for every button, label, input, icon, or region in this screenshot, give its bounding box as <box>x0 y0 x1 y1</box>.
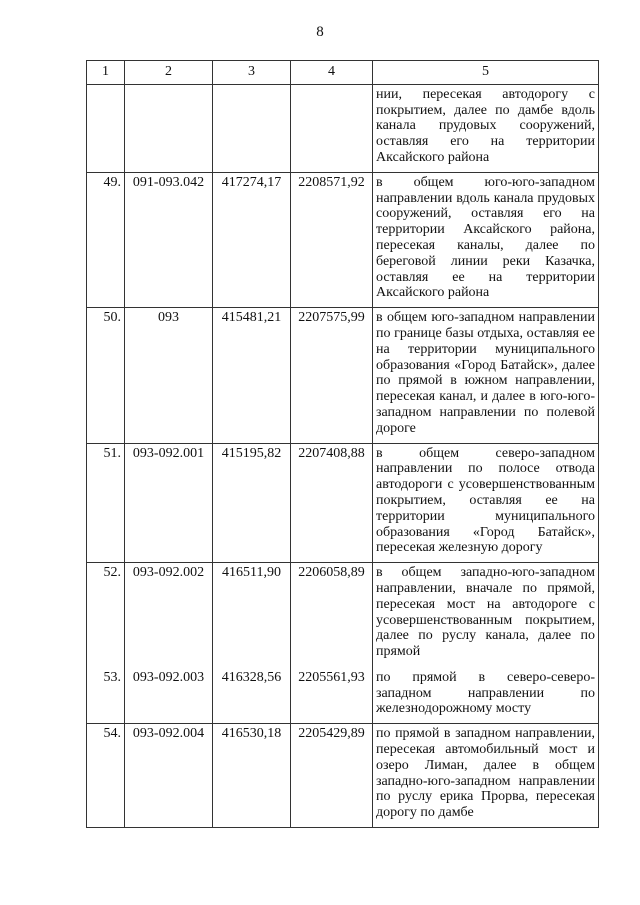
coord-y: 2205429,89 <box>291 724 373 828</box>
point-code: 093 <box>125 308 213 443</box>
coord-y: 2205561,93 <box>291 668 373 724</box>
table-row <box>87 172 599 307</box>
boundary-table <box>86 60 599 828</box>
point-code: 093-092.001 <box>125 443 213 563</box>
row-number: 51. <box>87 443 125 563</box>
table-row <box>87 668 599 724</box>
coord-x: 416511,90 <box>213 563 291 668</box>
point-code: 093-092.004 <box>125 724 213 828</box>
point-code: 093-092.003 <box>125 668 213 724</box>
header-row <box>87 61 599 85</box>
header-col-3: 3 <box>213 61 291 85</box>
coord-x: 416530,18 <box>213 724 291 828</box>
route-description: по прямой в северо-северо-западном направлении по железнодорожному мосту <box>373 668 599 724</box>
header-col-5: 5 <box>373 61 599 85</box>
coord-x <box>213 84 291 172</box>
coord-y: 2206058,89 <box>291 563 373 668</box>
coord-y: 2208571,92 <box>291 172 373 307</box>
header-col-2: 2 <box>125 61 213 85</box>
point-code <box>125 84 213 172</box>
table-row <box>87 84 599 172</box>
route-description: в общем юго-юго-западном направлении вдоль канала прудовых сооружений, оставляя его на территории Аксайского района, пересекая каналы, далее по береговой линии реки Казачка, оставляя ее на территории Аксайского района <box>373 172 599 307</box>
table-row <box>87 308 599 443</box>
route-description: в общем северо-западном направлении по полосе отвода автодороги с усовершенствованным покрытием, оставляя ее на территории муниципального образования «Город Батайск», пересекая железную дорогу <box>373 443 599 563</box>
row-number: 52. <box>87 563 125 668</box>
route-description: в общем западно-юго-западном направлении, вначале по прямой, пересекая мост на автодороге с усовершенствованным покрытием, далее по руслу канала, далее по прямой <box>373 563 599 668</box>
header-col-1: 1 <box>87 61 125 85</box>
table-row <box>87 563 599 668</box>
row-number: 50. <box>87 308 125 443</box>
table-row <box>87 443 599 563</box>
coord-x: 415481,21 <box>213 308 291 443</box>
route-description: в общем юго-западном направлении по границе базы отдыха, оставляя ее на территории муниципального образования «Город Батайск», далее по прямой в южном направлении, пересекая канал, и далее в юго-юго-западном направлении по полевой дороге <box>373 308 599 443</box>
page-number: 8 <box>316 24 324 40</box>
route-description: нии, пересекая автодорогу с покрытием, далее по дамбе вдоль канала прудовых сооружений, оставляя его на территории Аксайского района <box>373 84 599 172</box>
coord-x: 417274,17 <box>213 172 291 307</box>
coord-y: 2207408,88 <box>291 443 373 563</box>
coord-y <box>291 84 373 172</box>
row-number: 53. <box>87 668 125 724</box>
coord-y: 2207575,99 <box>291 308 373 443</box>
point-code: 091-093.042 <box>125 172 213 307</box>
row-number <box>87 84 125 172</box>
point-code: 093-092.002 <box>125 563 213 668</box>
row-number: 49. <box>87 172 125 307</box>
coord-x: 415195,82 <box>213 443 291 563</box>
coord-x: 416328,56 <box>213 668 291 724</box>
route-description: по прямой в западном направлении, пересекая автомобильный мост и озеро Лиман, далее в общем западно-юго-западном направлении по руслу ерика Прорва, пересекая дорогу по дамбе <box>373 724 599 828</box>
header-col-4: 4 <box>291 61 373 85</box>
table-row <box>87 724 599 828</box>
row-number: 54. <box>87 724 125 828</box>
